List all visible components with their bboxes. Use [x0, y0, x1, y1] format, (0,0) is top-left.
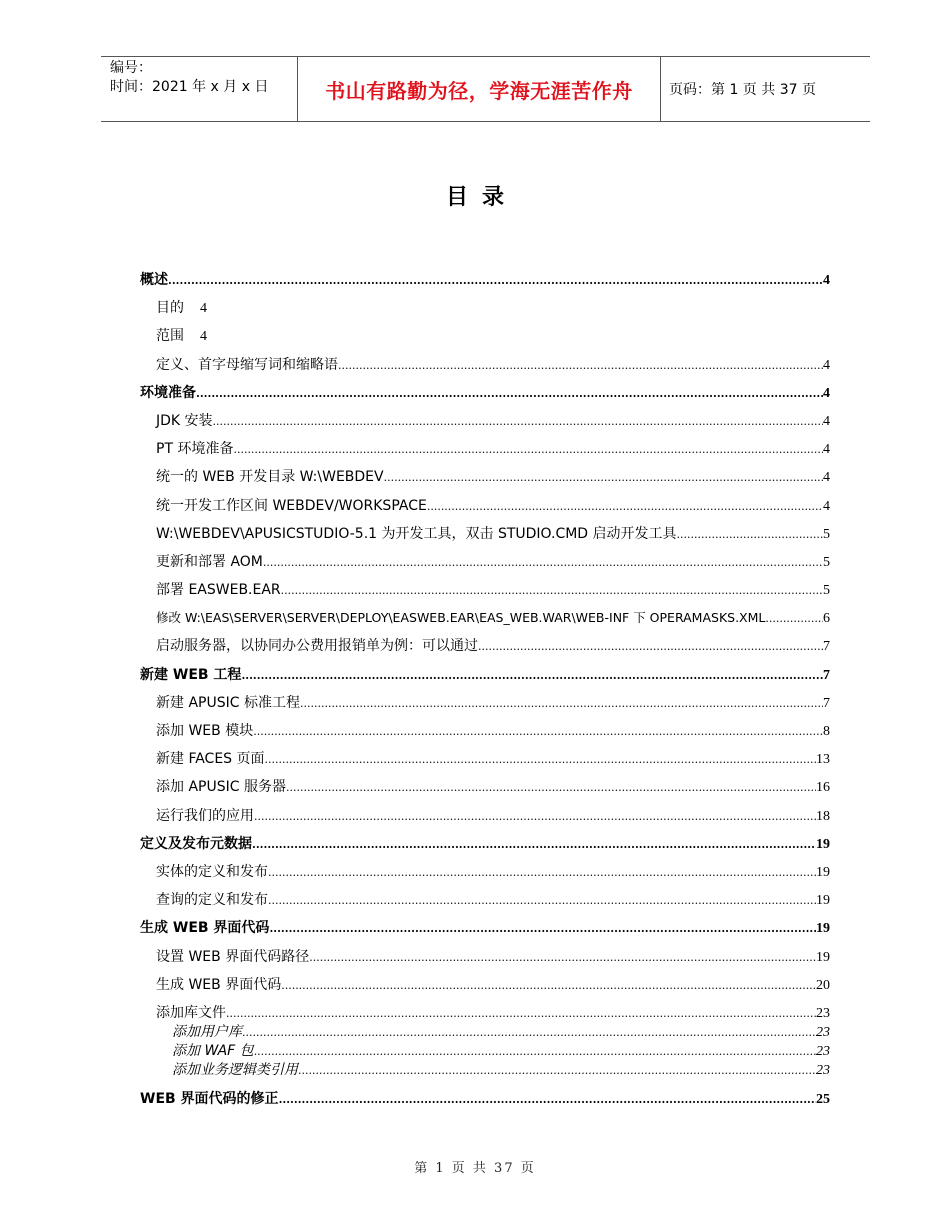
toc-entry[interactable] — [140, 266, 830, 294]
toc-entry[interactable] — [140, 802, 830, 830]
toc-label: 新建 APUSIC 标准工程 — [156, 694, 300, 711]
toc-entry[interactable] — [140, 661, 830, 689]
toc-leader — [233, 435, 823, 463]
toc-entry[interactable] — [140, 886, 830, 914]
toc-entry[interactable] — [140, 745, 830, 773]
toc-page: 4 — [823, 413, 830, 429]
page-footer: 第 1 页 共 37 页 — [414, 1161, 536, 1176]
toc-page: 7 — [823, 667, 830, 683]
toc-page: 23 — [816, 1062, 830, 1078]
toc-page: 4 — [823, 442, 830, 458]
toc-page: 4 — [823, 273, 830, 288]
toc-entry[interactable] — [140, 407, 830, 435]
header-page-cell — [661, 57, 870, 121]
toc-label: JDK 安装 — [156, 412, 213, 429]
toc-leader — [677, 520, 823, 548]
toc-leader — [168, 266, 823, 294]
toc-page: 4 — [200, 301, 207, 317]
toc-page: 19 — [816, 864, 830, 880]
toc-page: 19 — [816, 921, 830, 937]
toc-page: 23 — [816, 1024, 830, 1040]
toc-leader — [268, 858, 816, 886]
toc-leader — [478, 632, 823, 660]
toc-page: 5 — [823, 554, 830, 570]
toc-label: 添加业务逻辑类引用 — [172, 1061, 298, 1078]
toc-leader — [281, 576, 823, 604]
toc-leader — [196, 379, 823, 407]
toc-entry[interactable] — [140, 1061, 830, 1080]
toc-entry[interactable] — [140, 914, 830, 942]
toc-leader — [241, 661, 823, 689]
toc-leader — [265, 745, 816, 773]
page-label: 页码：第 1 页 共 37 页 — [669, 82, 816, 98]
toc-leader — [268, 886, 816, 914]
toc-leader — [281, 971, 816, 999]
toc-leader — [213, 407, 823, 435]
toc-label: 生成 WEB 界面代码 — [140, 920, 270, 937]
toc-leader — [427, 492, 823, 520]
toc-leader — [298, 1061, 816, 1080]
toc-label: 添加用户库 — [172, 1023, 242, 1040]
toc-page: 20 — [816, 977, 830, 993]
toc-entry[interactable] — [140, 520, 830, 548]
time-label: 时间：2021 年 x 月 x 日 — [110, 79, 269, 95]
toc-page: 23 — [816, 1005, 830, 1021]
toc-label: 设置 WEB 界面代码路径 — [156, 948, 310, 965]
toc-entry[interactable] — [140, 576, 830, 604]
toc-page: 19 — [816, 836, 830, 852]
toc-leader — [286, 773, 816, 801]
toc-label: 修改 W:\EAS\SERVER\SERVER\DEPLOY\EASWEB.EAR\EAS_WEB.WAR\WEB-INF 下 OPERAMASKS.XML — [156, 610, 766, 626]
toc-page: 7 — [823, 695, 830, 711]
toc-label: 环境准备 — [140, 384, 196, 401]
header-motto-cell — [297, 57, 661, 121]
toc-leader — [279, 1085, 816, 1113]
toc-page: 23 — [816, 1043, 830, 1059]
toc-label: 范围 — [156, 328, 184, 345]
toc-entry[interactable] — [140, 999, 830, 1023]
toc-label: 添加库文件 — [156, 1004, 226, 1021]
toc-page: 16 — [816, 780, 830, 796]
toc-entry[interactable] — [140, 322, 830, 350]
toc-entry[interactable] — [140, 858, 830, 886]
toc-leader — [252, 830, 816, 858]
toc-entry[interactable] — [140, 1085, 830, 1113]
toc-page: 13 — [816, 752, 830, 768]
toc-label: 更新和部署 AOM — [156, 553, 263, 570]
toc-entry[interactable] — [140, 717, 830, 745]
toc-leader — [254, 1042, 816, 1061]
toc-entry[interactable] — [140, 773, 830, 801]
toc-entry[interactable] — [140, 435, 830, 463]
toc-leader — [765, 604, 823, 632]
toc-entry[interactable] — [140, 351, 830, 379]
toc-leader — [226, 999, 816, 1023]
page-header — [101, 56, 870, 122]
toc-page: 19 — [816, 893, 830, 909]
toc-label: 实体的定义和发布 — [156, 863, 268, 880]
toc-label: 添加 WAF 包 — [172, 1042, 254, 1059]
toc-page: 19 — [816, 949, 830, 965]
table-of-contents — [140, 266, 830, 1113]
document-title: 目录 — [445, 185, 518, 210]
toc-label: 查询的定义和发布 — [156, 892, 268, 909]
toc-label: 启动服务器，以协同办公费用报销单为例：可以通过 — [156, 638, 478, 655]
number-label: 编号： — [110, 60, 152, 76]
toc-page: 7 — [823, 639, 830, 655]
toc-label: PT 环境准备 — [156, 441, 234, 458]
toc-label: 定义及发布元数据 — [140, 835, 252, 852]
toc-entry[interactable] — [140, 971, 830, 999]
toc-page: 4 — [823, 357, 830, 373]
toc-label: WEB 界面代码的修正 — [140, 1090, 279, 1107]
toc-entry[interactable] — [140, 548, 830, 576]
toc-page: 25 — [816, 1091, 830, 1107]
toc-entry[interactable] — [140, 1023, 830, 1042]
toc-label: 部署 EASWEB.EAR — [156, 582, 281, 599]
toc-label: 定义、首字母缩写词和缩略语 — [156, 356, 338, 373]
toc-leader — [269, 914, 816, 942]
toc-entry[interactable] — [140, 943, 830, 971]
toc-page: 18 — [816, 808, 830, 824]
toc-entry[interactable] — [140, 830, 830, 858]
header-meta — [101, 57, 297, 121]
toc-leader — [254, 802, 816, 830]
toc-label: 运行我们的应用 — [156, 807, 254, 824]
toc-entry[interactable] — [140, 492, 830, 520]
toc-entry[interactable] — [140, 294, 830, 322]
toc-page: 5 — [823, 526, 830, 542]
toc-label: 统一的 WEB 开发目录 W:\WEBDEV — [156, 469, 384, 486]
toc-label: 统一开发工作区间 WEBDEV/WORKSPACE — [156, 497, 427, 514]
toc-label: 生成 WEB 界面代码 — [156, 976, 282, 993]
toc-page: 6 — [823, 611, 830, 627]
toc-page: 4 — [823, 498, 830, 514]
toc-label: 新建 FACES 页面 — [156, 751, 265, 768]
toc-page: 4 — [823, 385, 830, 401]
toc-label: 概述 — [140, 272, 168, 288]
toc-label: W:\WEBDEV\APUSICSTUDIO-5.1 为开发工具，双击 STUDIO.CMD 启动开发工具 — [156, 525, 677, 542]
toc-entry[interactable] — [140, 689, 830, 717]
toc-leader — [384, 463, 823, 491]
toc-leader — [242, 1023, 816, 1042]
toc-label: 新建 WEB 工程 — [140, 666, 242, 683]
toc-page: 4 — [200, 329, 207, 345]
toc-leader — [309, 943, 816, 971]
toc-leader — [338, 351, 823, 379]
toc-leader — [300, 689, 823, 717]
toc-entry[interactable] — [140, 632, 830, 660]
toc-entry[interactable] — [140, 1042, 830, 1061]
toc-entry[interactable] — [140, 379, 830, 407]
toc-page: 4 — [823, 470, 830, 486]
toc-page: 5 — [823, 583, 830, 599]
motto-text: 书山有路勤为径，学海无涯苦作舟 — [325, 78, 633, 103]
toc-leader — [253, 717, 823, 745]
toc-label: 添加 APUSIC 服务器 — [156, 779, 286, 796]
toc-leader — [263, 548, 823, 576]
toc-entry[interactable] — [140, 604, 830, 632]
toc-label: 目的 — [156, 300, 184, 317]
toc-entry[interactable] — [140, 463, 830, 491]
toc-label: 添加 WEB 模块 — [156, 723, 254, 739]
toc-page: 8 — [823, 724, 830, 739]
